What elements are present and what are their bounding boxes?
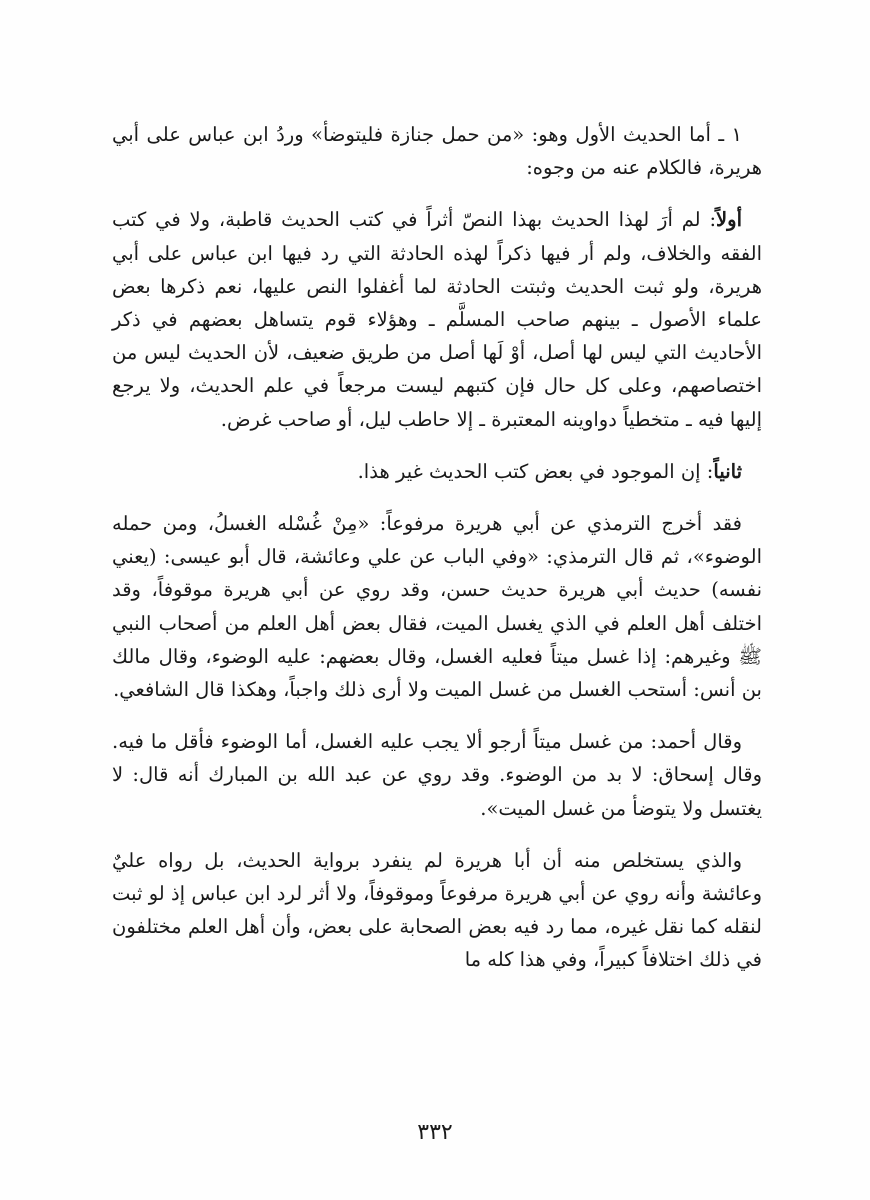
paragraph-lead: ثانياً [713,459,742,483]
paragraph-1 [112,118,762,184]
paragraph-lead: أولاً [716,208,742,232]
paragraph-2 [112,203,762,435]
paragraph-6 [112,844,762,977]
paragraph-3 [112,455,762,488]
paragraph-5 [112,725,762,825]
paragraph-4 [112,507,762,706]
paragraph-text: وقال أحمد: من غسل ميتاً أرجو ألا يجب عليه الغسل، أما الوضوء فأقل ما فيه. وقال إسحاق: لا بد من الوضوء. وقد روي عن عبد الله بن المبارك أنه قال: لا يغتسل ولا يتوضأ من غسل الميت». [112,730,762,820]
paragraph-text: والذي يستخلص منه أن أبا هريرة لم ينفرد برواية الحديث، بل رواه عليٌ وعائشة وأنه روي عن أبي هريرة مرفوعاً وموقوفاً، ولا أثر لرد ابن عباس إذ لو ثبت لنقله كما نقل غيره، مما رد فيه بعض الصحابة على بعض، وأن أهل العلم مختلفون في ذلك اختلافاً كبيراً، وفي هذا كله ما [112,848,762,972]
paragraph-text: ١ ـ أما الحديث الأول وهو: «من حمل جنازة فليتوضأ» وردُ ابن عباس على أبي هريرة، فالكلام عنه من وجوه: [112,123,762,180]
page-body-text [112,118,762,977]
page-number: ٣٣٢ [417,1120,453,1145]
paragraph-text: : لم أرَ لهذا الحديث بهذا النصّ أثراً في كتب الحديث قاطبة، ولا في كتب الفقه والخلاف، ولم أر فيها ذكراً لهذه الحادثة التي رد فيها ابن عباس على أبي هريرة، ولو ثبت الحديث وثبتت الحادثة لما أغفلوا النص عليها، نعم ذكرها بعض علماء الأصول ـ بينهم صاحب المسلَّم ـ وهؤلاء قوم يتساهل بعضهم في ذكر الأحاديث التي ليس لها أصل، أوْ لَها أصل من طريق ضعيف، لأن الحديث ليس من اختصاصهم، وعلى كل حال فإن كتبهم ليست مرجعاً في علم الحديث، ولا يرجع إليها فيه ـ متخطياً دواوينه المعتبرة ـ إلا حاطب ليل، أو صاحب غرض. [112,208,762,431]
paragraph-text: فقد أخرج الترمذي عن أبي هريرة مرفوعاً: «مِنْ غُسْله الغسلُ، ومن حمله الوضوء»، ثم قال الترمذي: «وفي الباب عن علي وعائشة، قال أبو عيسى: (يعني نفسه) حديث أبي هريرة حديث حسن، وقد روي عن أبي هريرة موقوفاً، وقد اختلف أهل العلم في الذي يغسل الميت، فقال بعض أهل العلم من أصحاب النبي ﷺ وغيرهم: إذا غسل ميتاً فعليه الغسل، وقال بعضهم: عليه الوضوء، وقال مالك بن أنس: أستحب الغسل من غسل الميت ولا أرى ذلك واجباً، وهكذا قال الشافعي. [112,512,762,702]
paragraph-text: : إن الموجود في بعض كتب الحديث غير هذا. [357,459,714,483]
